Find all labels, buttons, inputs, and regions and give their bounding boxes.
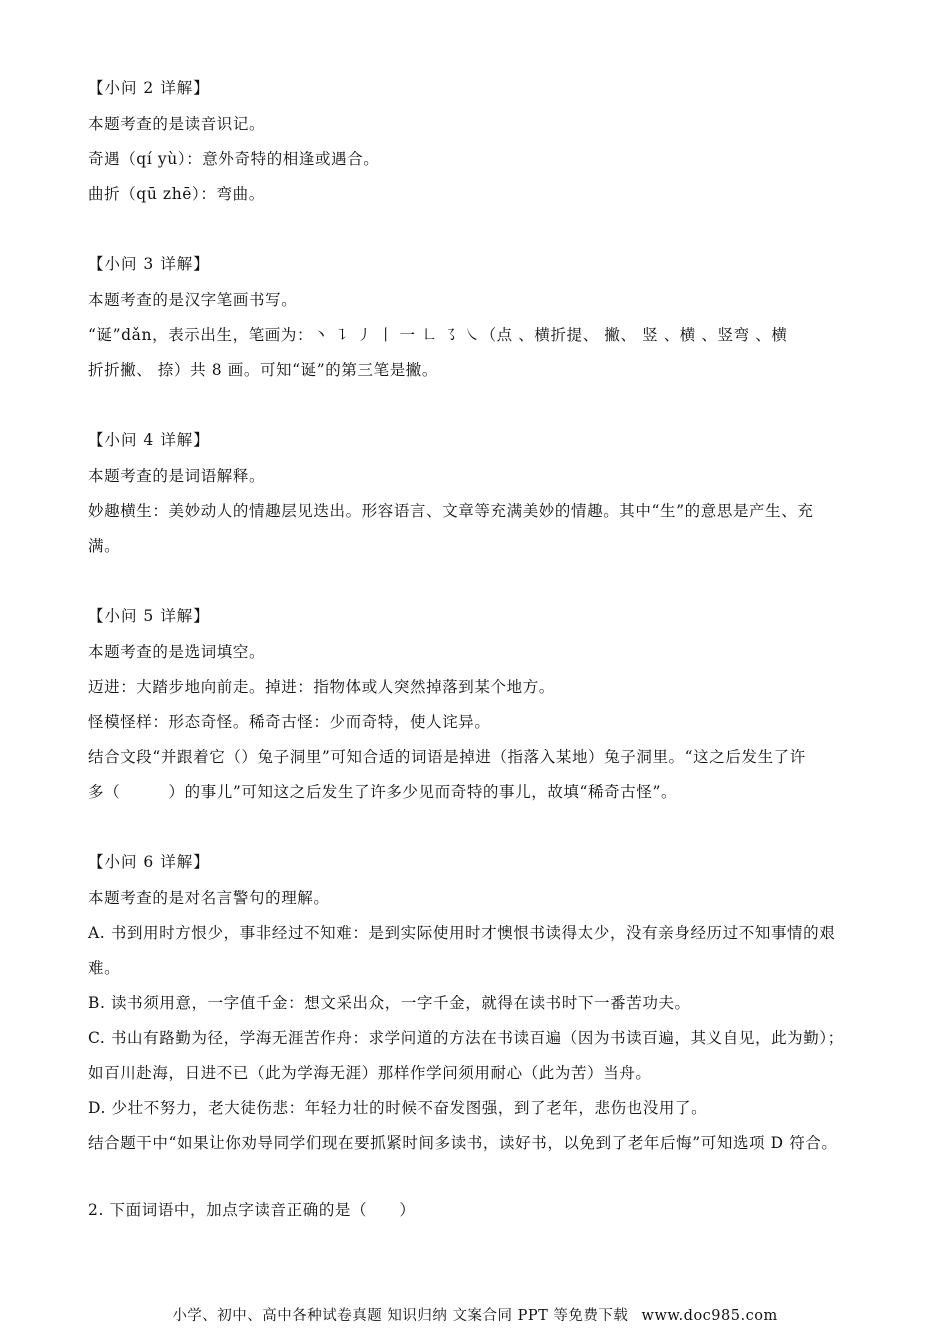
section-6-line-6: 如百川赴海，日进不已（此为学海无涯）那样作学问须用耐心（此为苦）当舟。 [88, 1064, 652, 1082]
page-footer [0, 1304, 950, 1325]
section-2-line-2: 奇遇（qí yù）：意外奇特的相逢或遇合。 [88, 150, 380, 168]
section-6-line-2: A. 书到用时方恨少，事非经过不知难：是到实际使用时才懊恨书读得太少，没有亲身经历过不知事情的艰 [88, 924, 836, 942]
section-4-line-3: 满。 [88, 537, 121, 555]
section-5-line-2: 迈进：大踏步地向前走。掉进：指物体或人突然掉落到某个地方。 [88, 678, 555, 696]
section-5-line-1: 本题考查的是选词填空。 [88, 643, 266, 661]
section-3-line-2: “诞”dǎn，表示出生，笔画为：丶 ㇊ ㇓ 丨 一 ㇗ ㇌ ㇏（点 、横折提、 撇、 竖 、横 、竖弯 、横 [88, 326, 788, 344]
section-6-line-3: 难。 [88, 959, 121, 977]
section-4-line-1: 本题考查的是词语解释。 [88, 467, 266, 485]
section-6-line-4: B. 读书须用意，一字值千金：想文采出众，一字千金，就得在读书时下一番苦功夫。 [88, 994, 691, 1012]
section-4-line-2: 妙趣横生：美妙动人的情趣层见迭出。形容语言、文章等充满美妙的情趣。其中“生”的意思是产生、充 [88, 502, 814, 520]
section-6-heading: 【小问 6 详解】 [88, 853, 210, 871]
section-6-line-1: 本题考查的是对名言警句的理解。 [88, 889, 330, 907]
section-6-line-8: 结合题干中“如果让你劝导同学们现在要抓紧时间多读书，读好书，以免到了老年后悔”可知选项 D 符合。 [88, 1134, 838, 1152]
section-5-heading: 【小问 5 详解】 [88, 607, 210, 625]
section-6-line-5: C. 书山有路勤为径，学海无涯苦作舟：求学问道的方法在书读百遍（因为书读百遍，其义自见，此为勤）； [88, 1029, 844, 1047]
section-3-line-1: 本题考查的是汉字笔画书写。 [88, 291, 298, 309]
footer-text: 小学、初中、高中各种试卷真题 知识归纳 文案合同 PPT 等免费下载 [172, 1308, 629, 1324]
question-2-text: 2. 下面词语中，加点字读音正确的是（ ） [88, 1201, 416, 1219]
section-2-line-1: 本题考查的是读音识记。 [88, 115, 266, 133]
section-3-line-3: 折折撇、 捺）共 8 画。可知“诞”的第三笔是撇。 [88, 361, 438, 379]
section-2-heading: 【小问 2 详解】 [88, 79, 210, 97]
section-4-heading: 【小问 4 详解】 [88, 431, 210, 449]
section-3-heading: 【小问 3 详解】 [88, 255, 210, 273]
section-5-line-3: 怪模怪样：形态奇怪。稀奇古怪：少而奇特，使人诧异。 [88, 713, 491, 731]
footer-url[interactable]: www.doc985.com [641, 1308, 778, 1324]
section-6-line-7: D. 少壮不努力，老大徒伤悲：年轻力壮的时候不奋发图强，到了老年，悲伤也没用了。 [88, 1099, 708, 1117]
section-5-line-5: 多（ ）的事儿”可知这之后发生了许多少见而奇特的事儿，故填“稀奇古怪”。 [88, 783, 678, 801]
section-2-line-3: 曲折（qū zhē）：弯曲。 [88, 185, 265, 203]
section-5-line-4: 结合文段“并跟着它（）兔子洞里”可知合适的词语是掉进（指落入某地）兔子洞里。“这之后发生了许 [88, 748, 806, 766]
